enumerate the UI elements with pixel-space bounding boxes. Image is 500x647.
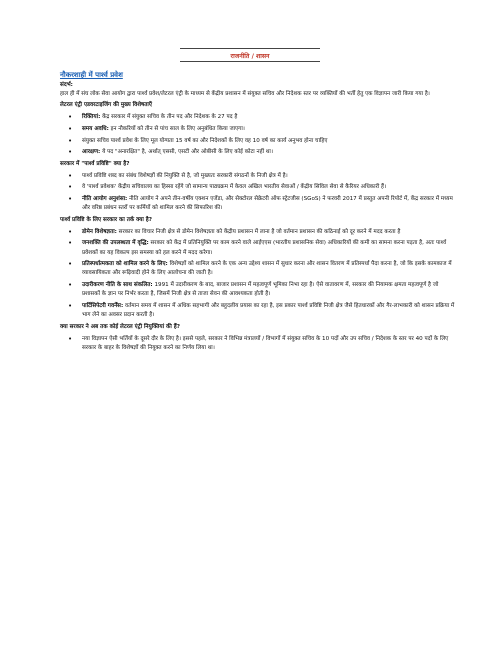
list-item [60, 195, 455, 213]
bullet-icon: • [68, 195, 73, 204]
article-body [60, 70, 455, 356]
article-title: नौकरशाही में पार्श्व प्रवेश [60, 71, 123, 79]
list-item [60, 183, 455, 192]
item-lead: उदारीकरण नीति के साथ संकलित: [82, 282, 153, 289]
bullet-list [60, 172, 455, 214]
bullet-icon: • [68, 136, 73, 145]
item-lead: प्रतिस्पर्धात्मकता को शामिल करने के लिए: [82, 261, 168, 268]
list-item [60, 260, 455, 278]
bullet-list [60, 228, 455, 321]
item-text: नया विज्ञापन ऐसी भर्तियों के दूसरे दौर के लिए है। इससे पहले, सरकार ने विभिन्न मंत्रालयों / विभागों में संयुक्त सचिव के 10 पदों और उप सचिव / निदेशक के स्तर पर 40 पदों के लिए सरकार के बाहर के विशेषज्ञों की नियुक्त करने का निर्णय लिया था। [82, 335, 449, 351]
item-text: सरकार को केंद्र में प्रतिनियुक्ति पर काम करने वाले आईएएस (भारतीय प्रशासनिक सेवा) अधिकारियों की कमी का सामना करना पड़ता है, अतः पार्श्व प्रवेशकों का यह विकल्प इस समस्या को हल करने में मदद करेगा। [82, 240, 447, 256]
list-item [60, 148, 455, 157]
item-text: वर्तमान समय में शासन में अधिक सहभागी और बहुदलीय प्रयास का रहा है, इस प्रकार पार्श्व प्रविष्टि निजी क्षेत्र जैसे हितधारकों और गैर-लाभकारी को शासन प्रक्रिया में भाग लेने का अवसर प्रदान करती है। [82, 303, 455, 319]
bullet-icon: • [68, 302, 73, 311]
list-item [60, 302, 455, 320]
item-lead: नीति आयोग अनुशंसा: [82, 196, 128, 203]
section-heading: लेटरल एंट्री एडवरटाइजिंग की मुख्य विशेषताएँ [60, 102, 152, 109]
bullet-icon: • [68, 124, 73, 133]
item-text: 1991 में उदारीकरण के बाद, बाजार प्रशासन में महत्वपूर्ण भूमिका निभा रहा है। ऐसे वातावरण में, सरकार की नियामक क्षमता महत्वपूर्ण है जो प्रशासकों के ज्ञान पर निर्भर करता है, जिसमें निजी क्षेत्र से ताजा सेवन की आवश्यकता होती है। [82, 282, 439, 298]
list-item [60, 137, 455, 146]
bullet-icon: • [68, 260, 73, 269]
bullet-icon: • [68, 183, 73, 192]
sections-container [60, 101, 455, 353]
item-lead: आरक्षण: [82, 149, 101, 156]
bullet-list [60, 335, 455, 353]
bullet-list [60, 113, 455, 157]
list-item [60, 125, 455, 134]
item-text: वे 'पार्श्व प्रवेशक' केंद्रीय सचिवालय का हिस्सा रहेंगे जो सामान्य पाठ्यक्रम में केवल अखिल भारतीय सेवाओं / केंद्रीय सिविल सेवा से कैरियर अधिकारी हैं। [82, 184, 387, 191]
list-item [60, 281, 455, 299]
item-lead: पार्टिसिपेटरी गवर्नेंस: [82, 303, 124, 310]
bullet-icon: • [68, 334, 73, 343]
item-text: केंद्र सरकार में संयुक्त सचिव के तीन पद और निदेशक के 27 पद है [100, 114, 238, 121]
section-heading: पार्श्व प्रविष्टि के लिए सरकार का तर्क क्या है? [60, 216, 153, 223]
item-lead: जनशक्ति की उपलब्धता में वृद्धि: [82, 240, 149, 247]
bullet-icon: • [68, 239, 73, 248]
bullet-icon: • [68, 148, 73, 157]
item-text: विशेषज्ञों को शामिल करने के एक अन्य उद्देश्य शासन में सुधार करना और शासन वितरण में प्रतिस्पर्धा पैदा करना है, जो कि इसके कामकाज में व्यावसायिकता और रूढ़िवादी होने के लिए आलोचना की जाती है। [82, 261, 452, 277]
list-item [60, 239, 455, 257]
list-item [60, 113, 455, 122]
item-lead: समय अवधि: [82, 125, 109, 132]
context-label: संदर्भ: [60, 82, 73, 88]
list-item [60, 172, 455, 181]
category-header: राजनीति / शासन [180, 48, 320, 62]
list-item [60, 228, 455, 237]
item-lead: रिक्तियां: [82, 114, 101, 121]
item-text: संयुक्त सचिव पार्श्व प्रवेश के लिए मूल योग्यता 15 वर्ष का और निदेशकों के लिए वह 10 वर्ष का कार्य अनुभव होना चाहिए [82, 137, 328, 144]
item-text: सरकार का विचार निजी क्षेत्र से डोमेन विशेषज्ञता को केंद्रीय प्रशासन में लाना है जो वर्तमान प्रशासन की कठिनाई को दूर करने में मदद करता है [116, 228, 401, 235]
bullet-icon: • [68, 281, 73, 290]
item-text: इन नौकरियों को तीन से पांच साल के लिए अनुबंधित किया जाएगा। [108, 125, 245, 132]
item-text: ये पद "अनारक्षित" है, अर्थात् एससी, एसटी और ओबीसी के लिए कोई कोटा नहीं था। [100, 149, 273, 156]
item-text: पार्श्व प्रविष्टि शब्द का संबंध विशेषज्ञों की नियुक्ति से है, जो मुख्यतः सरकारी संगठनों के निजी क्षेत्र में है। [82, 172, 288, 179]
bullet-icon: • [68, 171, 73, 180]
section-heading: सरकार में "पार्श्व प्रविष्टि" क्या है? [60, 160, 130, 167]
item-lead: डोमेन विशेषज्ञता: [82, 228, 117, 235]
bullet-icon: • [68, 113, 73, 122]
list-item [60, 335, 455, 353]
context-text: हाल ही में संघ लोक सेवा आयोग द्वारा पार्श्व प्रवेश/लेटरल एंट्री के माध्यम से केंद्रीय प्रशासन में संयुक्त सचिव और निदेशक स्तर पर व्यक्तियों की भर्ती हेतु एक विज्ञापन जारी किया गया है। [60, 91, 430, 98]
item-text: नीति आयोग ने अपने तीन-वर्षीय एक्शन एजेंडा, और सेक्टोरल सेक्रेटरी ऑफ स्ट्रेटजीस (SGoS) ने फरवरी 2017 में प्रस्तुत अपनी रिपोर्ट में, केंद्र सरकार में मध्यम और वरिष्ठ प्रबंधन स्तरों पर कर्मियों को शामिल करने की सिफारिश की। [82, 196, 453, 212]
section-heading: क्या सरकार ने अब तक कोई लेटरल एंट्री नियुक्तियां की हैं? [60, 323, 180, 330]
bullet-icon: • [68, 227, 73, 236]
